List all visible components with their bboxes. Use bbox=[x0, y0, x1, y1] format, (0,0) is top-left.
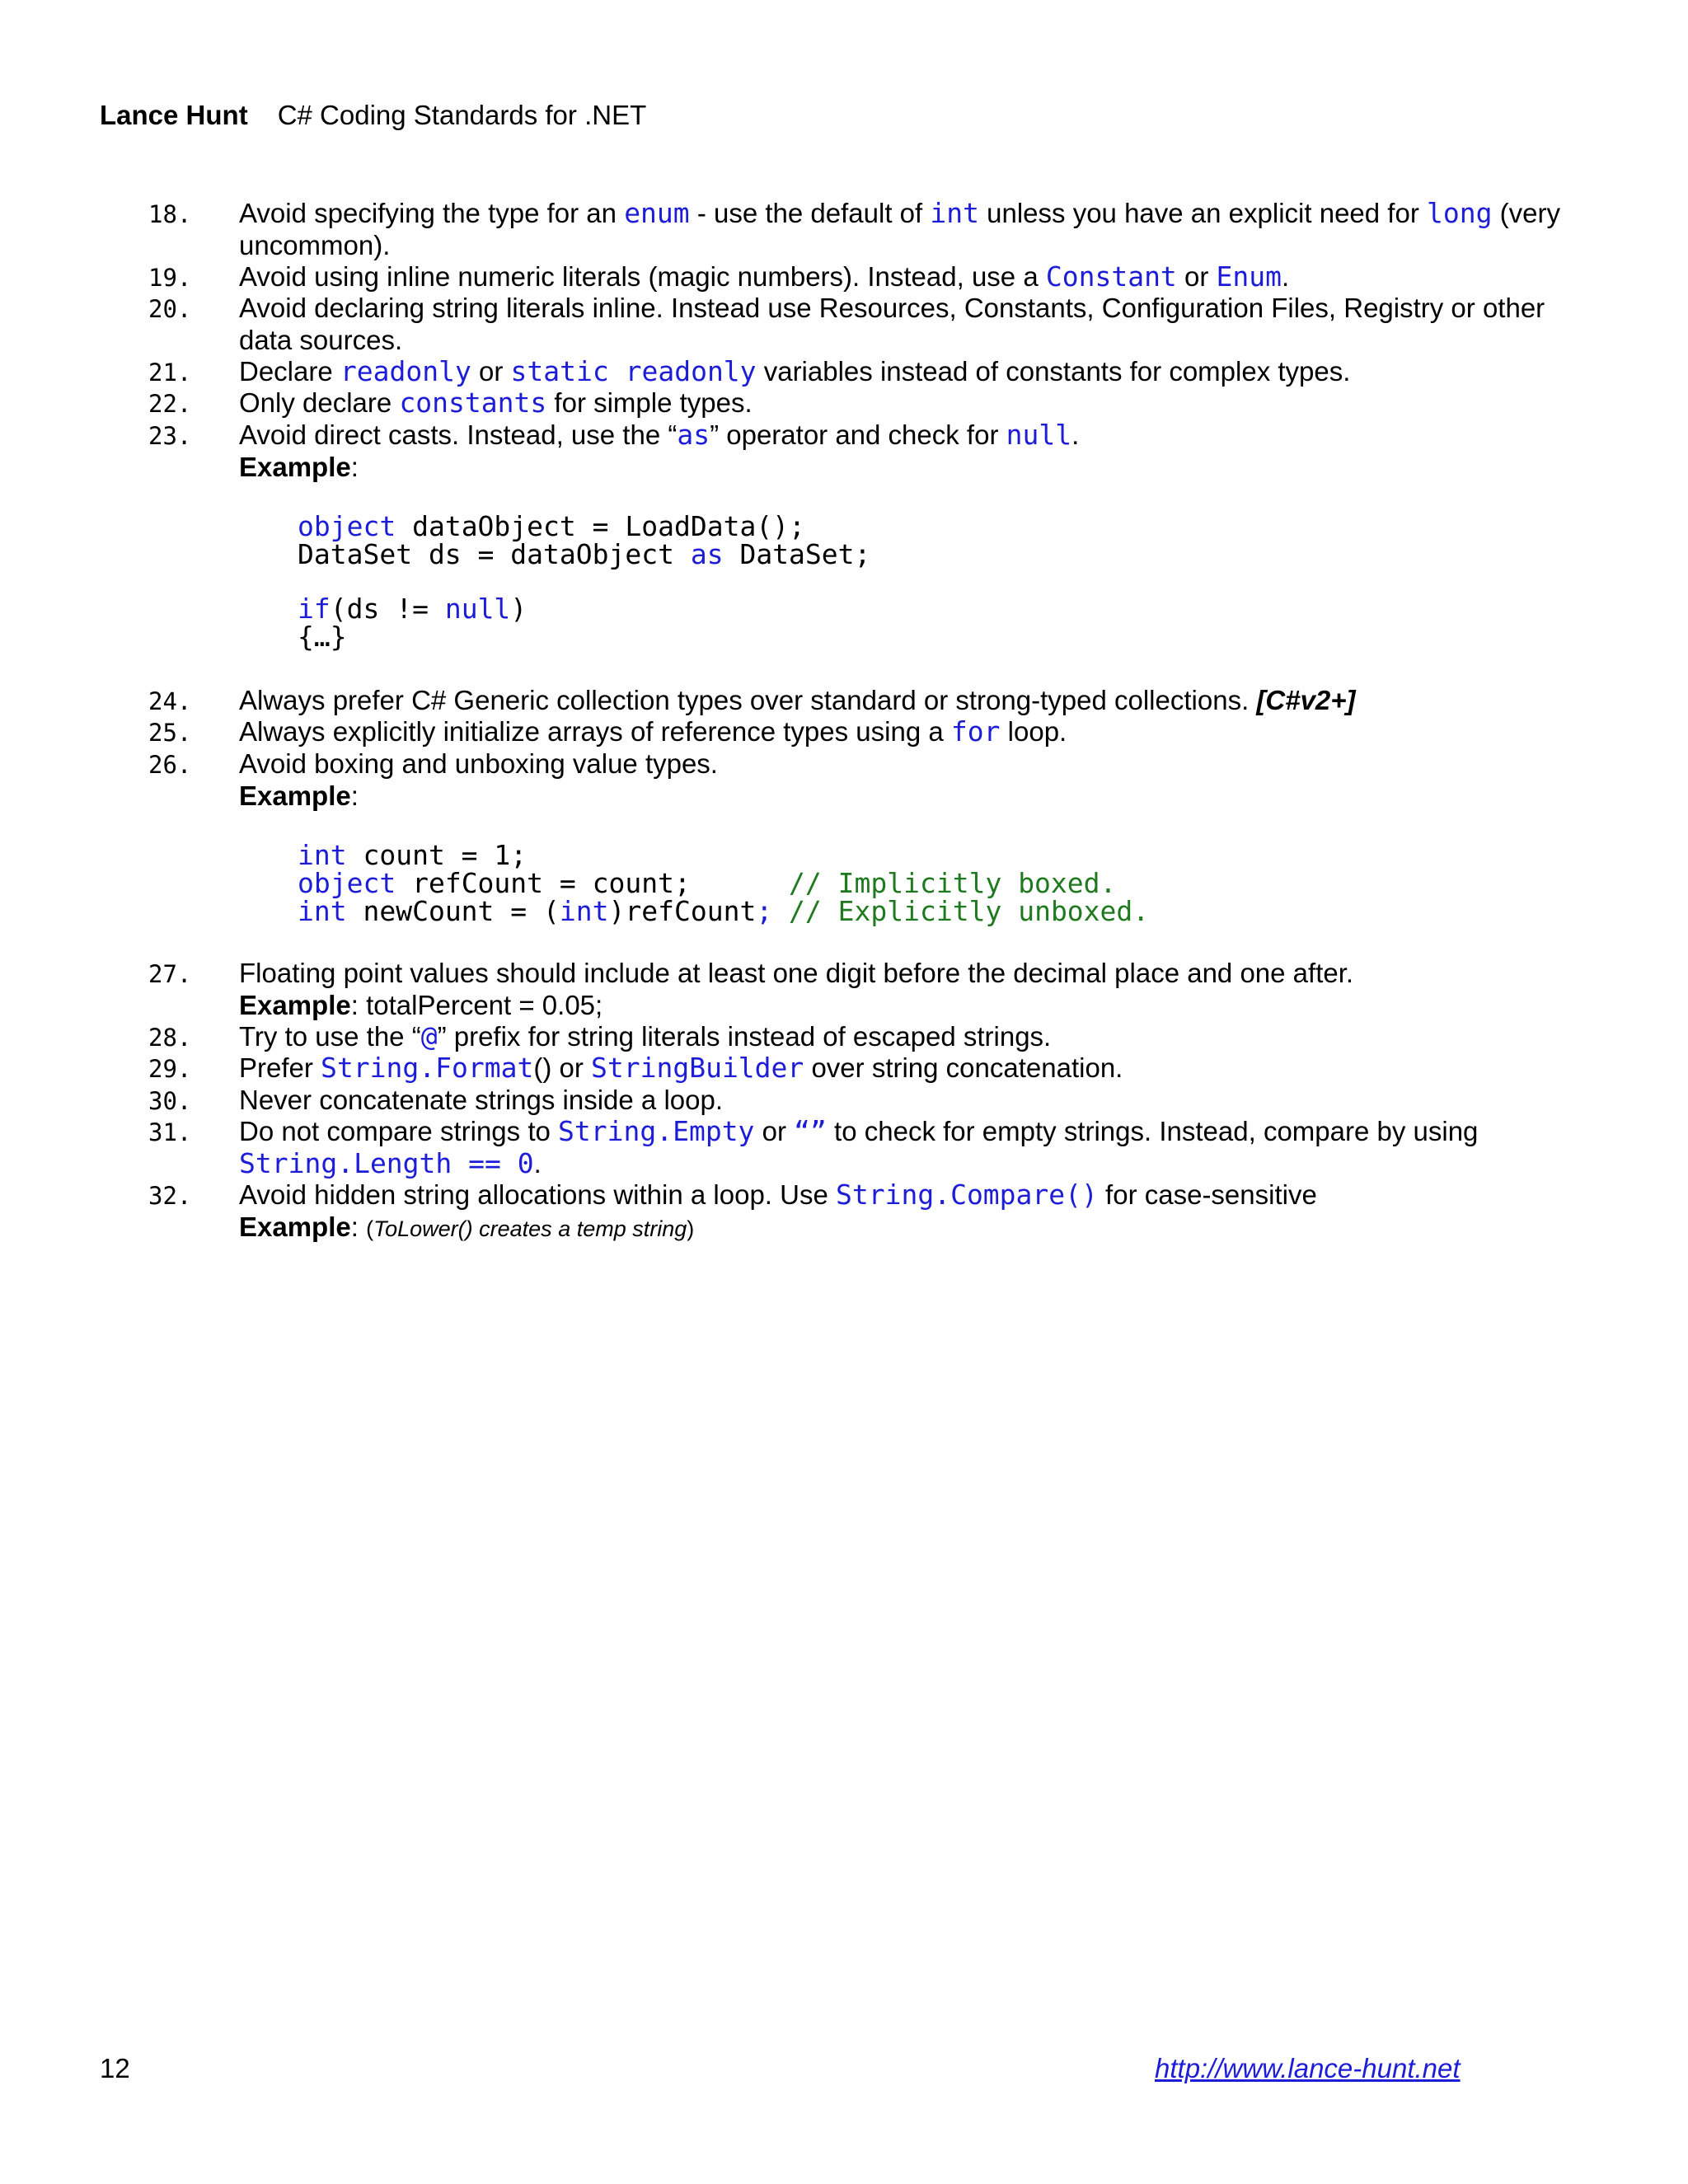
item-number: 25. bbox=[148, 719, 192, 747]
item-text: loop. bbox=[1000, 716, 1067, 747]
list-item bbox=[148, 293, 1599, 356]
code-text: ; bbox=[756, 895, 773, 927]
item-text: or bbox=[754, 1116, 795, 1146]
example-label: Example bbox=[239, 1211, 351, 1242]
code-line bbox=[298, 538, 871, 570]
code-keyword: object bbox=[298, 867, 396, 899]
item-text: ToLower() creates a temp string bbox=[373, 1216, 687, 1241]
code-comment: // Implicitly boxed. bbox=[789, 867, 1117, 899]
item-text: Avoid declaring string literals inline. Instead use Resources, Constants, Configuration Files, Registry or other data sources. bbox=[239, 293, 1545, 355]
code-text: DataSet; bbox=[723, 538, 871, 570]
item-text: Always prefer C# Generic collection types over standard or strong-typed collections. bbox=[239, 685, 1257, 715]
code-term: String.Empty bbox=[558, 1115, 755, 1147]
item-text: () or bbox=[533, 1052, 591, 1083]
code-example-boxing bbox=[298, 841, 1149, 926]
list-item bbox=[148, 419, 1599, 483]
code-keyword: int bbox=[559, 895, 609, 927]
list-item bbox=[148, 261, 1599, 293]
item-text: Avoid boxing and unboxing value types. bbox=[239, 748, 718, 779]
code-term: String.Length == 0 bbox=[239, 1146, 534, 1179]
page-number: 12 bbox=[100, 2053, 130, 2083]
item-number: 23. bbox=[148, 422, 192, 450]
list-item bbox=[148, 1021, 1599, 1053]
code-term: Enum bbox=[1216, 260, 1282, 293]
item-text: Avoid specifying the type for an bbox=[239, 198, 625, 228]
code-keyword: int bbox=[298, 839, 347, 871]
code-term: readonly bbox=[340, 355, 471, 387]
version-tag: [C#v2+] bbox=[1256, 685, 1356, 715]
item-text: Only declare bbox=[239, 387, 400, 418]
item-text: . bbox=[533, 1147, 542, 1179]
code-line bbox=[298, 895, 1150, 927]
item-text: Always explicitly initialize arrays of reference types using a bbox=[239, 716, 951, 747]
item-text: Avoid hidden string allocations within a loop. Use bbox=[239, 1179, 836, 1210]
code-text: {…} bbox=[298, 621, 347, 653]
list-item bbox=[148, 198, 1599, 261]
item-text: ( bbox=[366, 1216, 374, 1241]
item-text: Never concatenate strings inside a loop. bbox=[239, 1085, 724, 1115]
item-text: - use the default of bbox=[689, 198, 931, 228]
item-number: 28. bbox=[148, 1024, 192, 1052]
code-term: as bbox=[677, 419, 710, 451]
item-text: to check for empty strings. Instead, compare by using bbox=[826, 1116, 1479, 1146]
item-text: . bbox=[1281, 261, 1290, 292]
item-text: unless you have an explicit need for bbox=[978, 198, 1427, 228]
item-number: 26. bbox=[148, 751, 192, 779]
code-keyword: null bbox=[444, 593, 511, 625]
item-text: variables instead of constants for complex types. bbox=[756, 356, 1351, 387]
list-item bbox=[148, 1116, 1599, 1179]
code-keyword: if bbox=[298, 593, 331, 625]
item-text: Do not compare strings to bbox=[239, 1116, 559, 1146]
code-term: Constant bbox=[1045, 260, 1177, 293]
item-text: over string concatenation. bbox=[804, 1052, 1123, 1083]
code-term: null bbox=[1006, 419, 1072, 451]
example-label: Example bbox=[239, 780, 351, 811]
code-term: static readonly bbox=[510, 355, 757, 387]
code-line bbox=[298, 869, 1149, 898]
code-line bbox=[298, 623, 870, 651]
item-text: Avoid using inline numeric literals (magic numbers). Instead, use a bbox=[239, 261, 1046, 292]
code-line bbox=[298, 510, 870, 542]
code-comment: // Explicitly unboxed. bbox=[772, 895, 1150, 927]
code-term: constants bbox=[399, 387, 547, 419]
item-text: Declare bbox=[239, 356, 340, 387]
item-text: : bbox=[350, 780, 359, 811]
code-term: @ bbox=[420, 1020, 438, 1052]
code-text: refCount = count; bbox=[396, 867, 790, 899]
code-term: String.Format bbox=[321, 1052, 534, 1084]
example-label: Example bbox=[239, 989, 351, 1020]
list-item bbox=[148, 716, 1599, 748]
code-term: long bbox=[1426, 197, 1493, 229]
code-line bbox=[298, 595, 870, 623]
item-text: Prefer bbox=[239, 1052, 321, 1083]
item-text: ” operator and check for bbox=[710, 419, 1006, 450]
example-note bbox=[366, 1216, 694, 1241]
item-number: 30. bbox=[148, 1087, 192, 1115]
item-text: or bbox=[1176, 261, 1217, 292]
list-item bbox=[148, 958, 1599, 1021]
code-text: )refCount bbox=[608, 895, 757, 927]
item-number: 22. bbox=[148, 390, 192, 418]
code-keyword: as bbox=[690, 538, 724, 570]
item-number: 21. bbox=[148, 359, 192, 387]
code-text: ) bbox=[510, 593, 528, 625]
website-link[interactable]: http://www.lance-hunt.net bbox=[1155, 2053, 1461, 2083]
item-text: for simple types. bbox=[546, 387, 753, 418]
item-text: ) bbox=[687, 1216, 695, 1241]
item-text: Floating point values should include at least one digit before the decimal place and one after. bbox=[239, 958, 1354, 988]
item-number: 31. bbox=[148, 1118, 192, 1146]
item-number: 20. bbox=[148, 295, 192, 323]
code-keyword: object bbox=[298, 510, 396, 542]
code-term: int bbox=[930, 197, 979, 229]
code-line bbox=[298, 841, 1149, 869]
item-text: : bbox=[350, 451, 359, 482]
list-item bbox=[148, 748, 1599, 812]
list-item bbox=[148, 387, 1599, 419]
document-title: C# Coding Standards for .NET bbox=[277, 100, 647, 130]
list-item bbox=[148, 1179, 1599, 1244]
example-label: Example bbox=[239, 451, 351, 482]
code-text: newCount = ( bbox=[346, 895, 560, 927]
code-text: (ds != bbox=[330, 593, 445, 625]
code-text: dataObject = LoadData(); bbox=[396, 510, 805, 542]
item-text: (very uncommon). bbox=[239, 198, 1560, 260]
code-term: “” bbox=[794, 1115, 827, 1147]
code-term: String.Compare() bbox=[836, 1179, 1098, 1211]
code-term: enum bbox=[624, 197, 690, 229]
item-number: 18. bbox=[148, 200, 192, 228]
item-text: Avoid direct casts. Instead, use the “ bbox=[239, 419, 678, 450]
item-text: for case-sensitive bbox=[1097, 1179, 1317, 1210]
code-text: DataSet ds = dataObject bbox=[298, 538, 691, 570]
item-number: 19. bbox=[148, 264, 192, 292]
code-term: StringBuilder bbox=[591, 1052, 804, 1084]
list-item bbox=[148, 1052, 1599, 1085]
list-item bbox=[148, 1085, 1599, 1117]
item-number: 29. bbox=[148, 1055, 192, 1083]
item-text: : bbox=[350, 1211, 367, 1242]
item-number: 27. bbox=[148, 960, 192, 988]
code-example-cast bbox=[298, 510, 871, 653]
item-text: . bbox=[1071, 419, 1080, 450]
list-item bbox=[148, 685, 1599, 717]
item-number: 24. bbox=[148, 687, 192, 715]
item-number: 32. bbox=[148, 1182, 192, 1210]
page-header bbox=[100, 99, 646, 132]
item-text: : totalPercent = 0.05; bbox=[350, 989, 603, 1020]
code-keyword: int bbox=[298, 895, 347, 927]
code-text: count = 1; bbox=[346, 839, 528, 871]
list-item bbox=[148, 356, 1599, 388]
author-name: Lance Hunt bbox=[100, 100, 248, 130]
item-text: ” prefix for string literals instead of escaped strings. bbox=[437, 1021, 1052, 1052]
code-term: for bbox=[950, 715, 1001, 748]
item-text: Try to use the “ bbox=[239, 1021, 421, 1052]
item-text: or bbox=[471, 356, 511, 387]
